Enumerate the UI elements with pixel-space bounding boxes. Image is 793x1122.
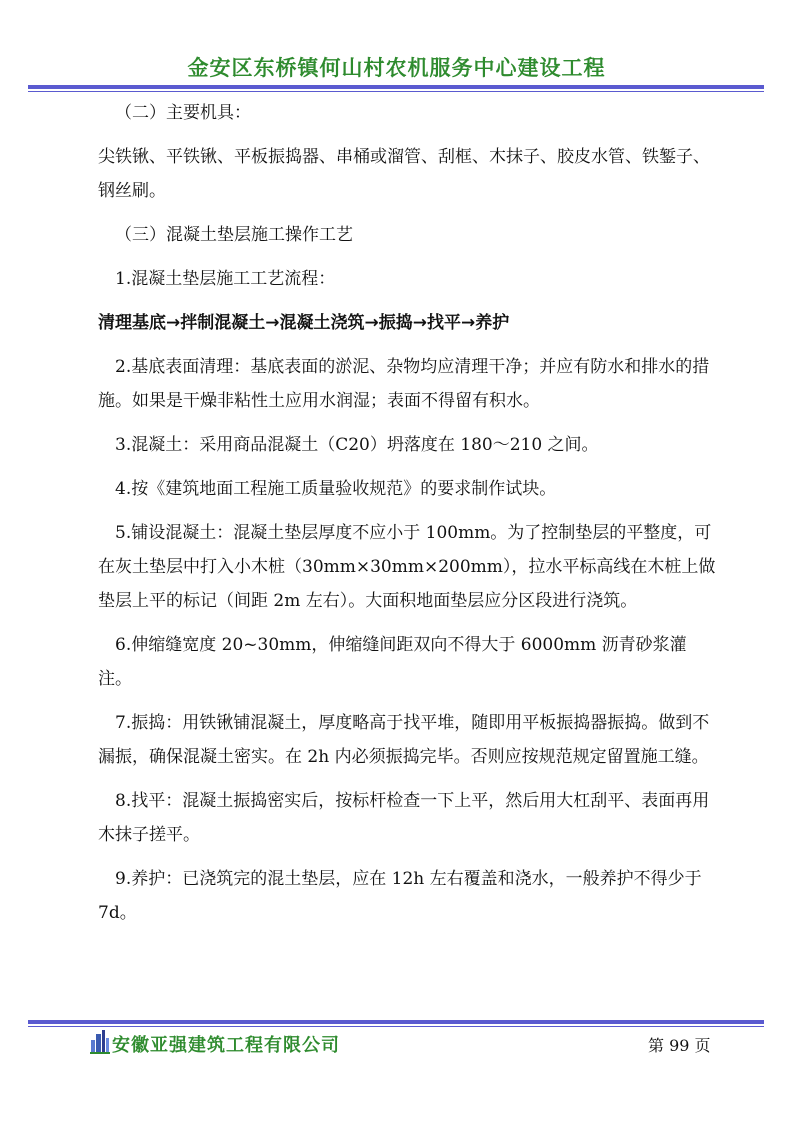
paragraph: 9.养护：已浇筑完的混土垫层，应在 12h 左右覆盖和浇水，一般养护不得少于 7d。 — [98, 869, 702, 923]
paragraph: 8.找平：混凝土振捣密实后，按标杆检查一下上平，然后用大杠刮平、表面再用木抹子搓平。 — [98, 791, 710, 845]
paragraph: （二）主要机具： — [115, 103, 251, 123]
process-flow: 清理基底→拌制混凝土→混凝土浇筑→振捣→找平→养护 — [98, 313, 510, 333]
paragraph: （三）混凝土垫层施工操作工艺 — [115, 225, 353, 245]
footer-company-name: 安徽亚强建筑工程有限公司 — [112, 1035, 340, 1056]
header-rule-thick — [28, 85, 764, 89]
building-logo-icon — [90, 1030, 110, 1054]
header-rule-thin — [28, 91, 764, 92]
page-header-title: 金安区东桥镇何山村农机服务中心建设工程 — [187, 56, 606, 80]
paragraph: 3.混凝土：采用商品混凝土（C20）坍落度在 180～210 之间。 — [115, 435, 599, 455]
paragraph: 尖铁锹、平铁锹、平板振捣器、串桶或溜管、刮框、木抹子、胶皮水管、铁錾子、钢丝刷。 — [98, 147, 710, 201]
footer-rule-thin — [28, 1026, 764, 1027]
paragraph: 6.伸缩缝宽度 20~30mm，伸缩缝间距双向不得大于 6000mm 沥青砂浆灌注。 — [98, 635, 687, 689]
paragraph: 5.铺设混凝土：混凝土垫层厚度不应小于 100mm。为了控制垫层的平整度，可在灰土垫层中打入小木桩（30mm×30mm×200mm），拉水平标高线在木桩上做垫层上平的标记（间距 2m 左右）。大面积地面垫层应分区段进行浇筑。 — [98, 523, 716, 611]
paragraph: 4.按《建筑地面工程施工质量验收规范》的要求制作试块。 — [115, 479, 557, 499]
paragraph: 7.振捣：用铁锹铺混凝土，厚度略高于找平堆，随即用平板振捣器振捣。做到不漏振，确保混凝土密实。在 2h 内必须振捣完毕。否则应按规范规定留置施工缝。 — [98, 713, 710, 767]
document-body — [98, 96, 718, 940]
paragraph: 2.基底表面清理：基底表面的淤泥、杂物均应清理干净；并应有防水和排水的措施。如果是干燥非粘性土应用水润湿；表面不得留有积水。 — [98, 357, 710, 411]
footer-rule-thick — [28, 1020, 764, 1024]
footer-page-number: 第 99 页 — [648, 1036, 711, 1055]
paragraph: 1.混凝土垫层施工工艺流程： — [115, 269, 336, 289]
